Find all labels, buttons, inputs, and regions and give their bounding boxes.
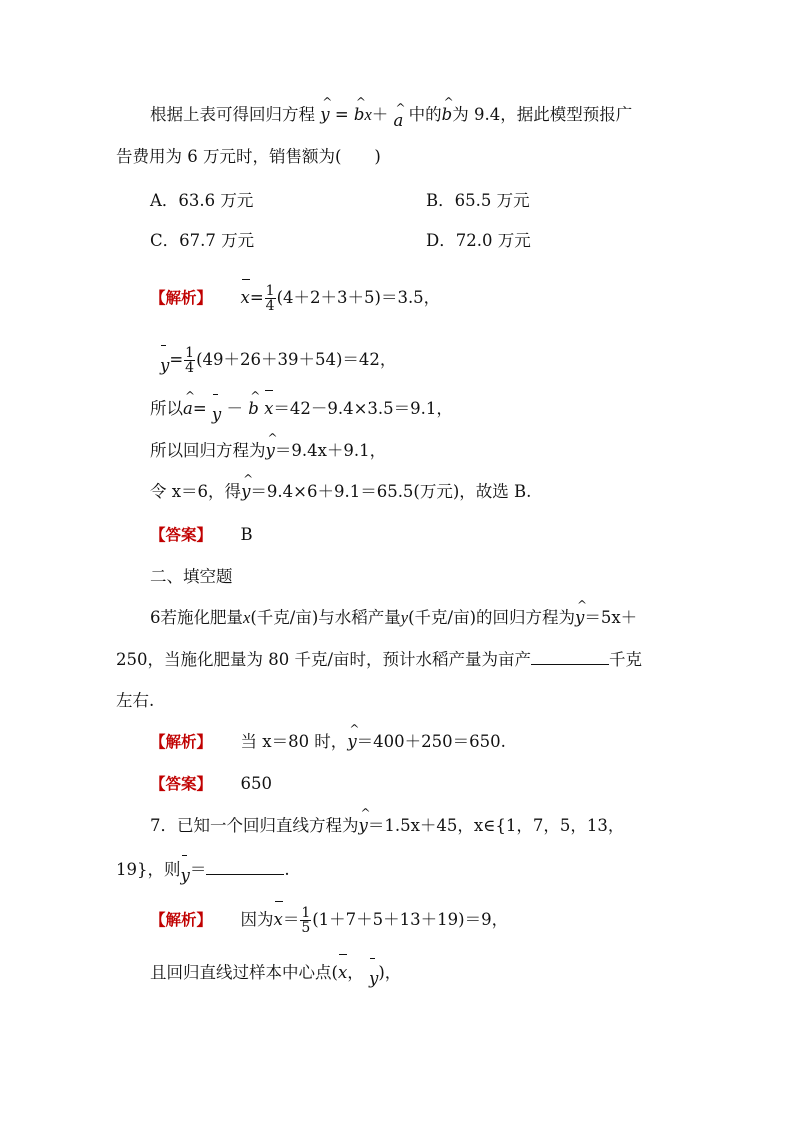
text: ＝5x＋ bbox=[584, 608, 638, 627]
solution-7-line-2 bbox=[150, 962, 402, 988]
text: (1＋7＋5＋13＋19)＝9， bbox=[312, 910, 509, 929]
equals: = bbox=[249, 288, 264, 307]
text: ＝9.4x＋9.1， bbox=[274, 441, 387, 460]
answer-6 bbox=[150, 773, 272, 795]
solution-6 bbox=[150, 722, 506, 753]
q6-line-2 bbox=[116, 648, 642, 671]
text: 为 9.4，据此模型预报广 bbox=[452, 105, 633, 124]
plus: ＋ bbox=[371, 105, 394, 124]
option-c: C．67.7 万元 bbox=[150, 231, 255, 250]
text: 千克 bbox=[609, 650, 643, 669]
equals: = bbox=[192, 399, 207, 418]
text: 19}，则 bbox=[116, 860, 181, 879]
solution-5-line-5 bbox=[150, 472, 532, 503]
y-hat: ^ y bbox=[265, 431, 278, 460]
text: ＝400＋250＝650. bbox=[356, 732, 506, 751]
equals: = bbox=[169, 350, 184, 369]
y-hat: ^ y bbox=[358, 806, 371, 835]
y-hat: ^ y bbox=[575, 598, 588, 627]
x-var: x bbox=[364, 105, 372, 124]
text: ＝ bbox=[189, 860, 207, 879]
answer-value: B bbox=[240, 525, 253, 544]
x-bar: x bbox=[338, 962, 347, 984]
text: 且回归直线过样本中心点( bbox=[150, 963, 338, 982]
x-bar: x bbox=[264, 398, 273, 420]
answer-tag: 【答案】 bbox=[150, 775, 213, 793]
y-hat: ^ y bbox=[347, 722, 360, 751]
text: 中的 bbox=[408, 105, 442, 124]
text: (千克/亩)的回归方程为 bbox=[408, 608, 576, 627]
text: ＝9.4×6＋9.1＝65.5(万元)，故选 B. bbox=[250, 482, 532, 501]
text: (49＋26＋39＋54)＝42， bbox=[196, 350, 397, 369]
q5-line-2: 告费用为 6 万元时，销售额为( ) bbox=[116, 147, 381, 166]
y-var: y bbox=[400, 608, 409, 627]
text: 7．已知一个回归直线方程为 bbox=[150, 816, 359, 835]
analysis-tag: 【解析】 bbox=[150, 733, 213, 751]
minus: － bbox=[226, 399, 243, 418]
text: 令 x＝6，得 bbox=[150, 482, 242, 501]
option-d: D．72.0 万元 bbox=[426, 231, 531, 250]
q7-line-2 bbox=[116, 858, 290, 885]
text: 当 x＝80 时， bbox=[240, 732, 348, 751]
text: 所以回归方程为 bbox=[150, 441, 266, 460]
option-b: B．65.5 万元 bbox=[426, 191, 530, 210]
solution-5-line-2 bbox=[160, 346, 396, 375]
equals: ＝ bbox=[282, 910, 300, 929]
answer-tag: 【答案】 bbox=[150, 526, 213, 544]
comma: ， bbox=[347, 963, 364, 982]
y-bar: y bbox=[369, 968, 378, 990]
fraction: $\frac{1}{4}$ bbox=[265, 283, 275, 314]
a-hat: ^ a bbox=[183, 389, 196, 418]
text: 6若施化肥量 bbox=[150, 608, 243, 627]
analysis-tag: 【解析】 bbox=[150, 289, 213, 307]
solution-5-line-3 bbox=[150, 389, 453, 424]
text: . bbox=[284, 860, 290, 879]
text: 250，当施化肥量为 80 千克/亩时，预计水稻产量为亩产 bbox=[116, 650, 532, 669]
b-hat: ^ b bbox=[248, 389, 261, 418]
fraction: $\frac{1}{4}$ bbox=[185, 345, 195, 376]
q6-line-3: 左右. bbox=[116, 691, 155, 710]
q7-line-1 bbox=[150, 806, 625, 837]
x-bar: x bbox=[241, 287, 250, 309]
y-bar: y bbox=[212, 404, 221, 426]
b-hat: ^ b bbox=[441, 95, 454, 124]
text: ＝42－9.4×3.5＝9.1， bbox=[273, 399, 453, 418]
text: ＝1.5x＋45，x∈{1，7，5，13， bbox=[367, 816, 625, 835]
answer-value: 650 bbox=[240, 774, 273, 793]
option-a: A．63.6 万元 bbox=[150, 191, 254, 210]
solution-5-line-4 bbox=[150, 431, 387, 462]
solution-5-line-1 bbox=[150, 284, 440, 313]
b-hat: ^ b bbox=[353, 95, 366, 124]
solution-7-line-1 bbox=[150, 906, 508, 935]
text: 所以 bbox=[150, 399, 183, 418]
q5-line-1 bbox=[150, 95, 633, 130]
y-hat: ^ y bbox=[320, 95, 333, 124]
y-bar: y bbox=[160, 355, 169, 377]
y-bar: y bbox=[181, 865, 190, 887]
text: (4＋2＋3＋5)＝3.5， bbox=[276, 288, 441, 307]
x-bar: x bbox=[274, 909, 283, 931]
analysis-tag: 【解析】 bbox=[150, 911, 213, 929]
text: )， bbox=[378, 963, 402, 982]
text: 根据上表可得回归方程 bbox=[150, 105, 315, 124]
answer-blank[interactable] bbox=[206, 858, 284, 875]
text: 因为 bbox=[240, 910, 274, 929]
fraction: $\frac{1}{5}$ bbox=[301, 905, 311, 936]
x-var: x bbox=[243, 608, 251, 627]
section-heading: 二、填空题 bbox=[150, 567, 233, 586]
text: (千克/亩)与水稻产量 bbox=[250, 608, 401, 627]
answer-blank[interactable] bbox=[531, 648, 609, 665]
q6-line-1 bbox=[150, 598, 638, 629]
y-hat: ^ y bbox=[241, 472, 254, 501]
answer-5 bbox=[150, 524, 253, 546]
equals: = bbox=[329, 105, 354, 124]
a-hat: ^ a bbox=[393, 101, 406, 130]
